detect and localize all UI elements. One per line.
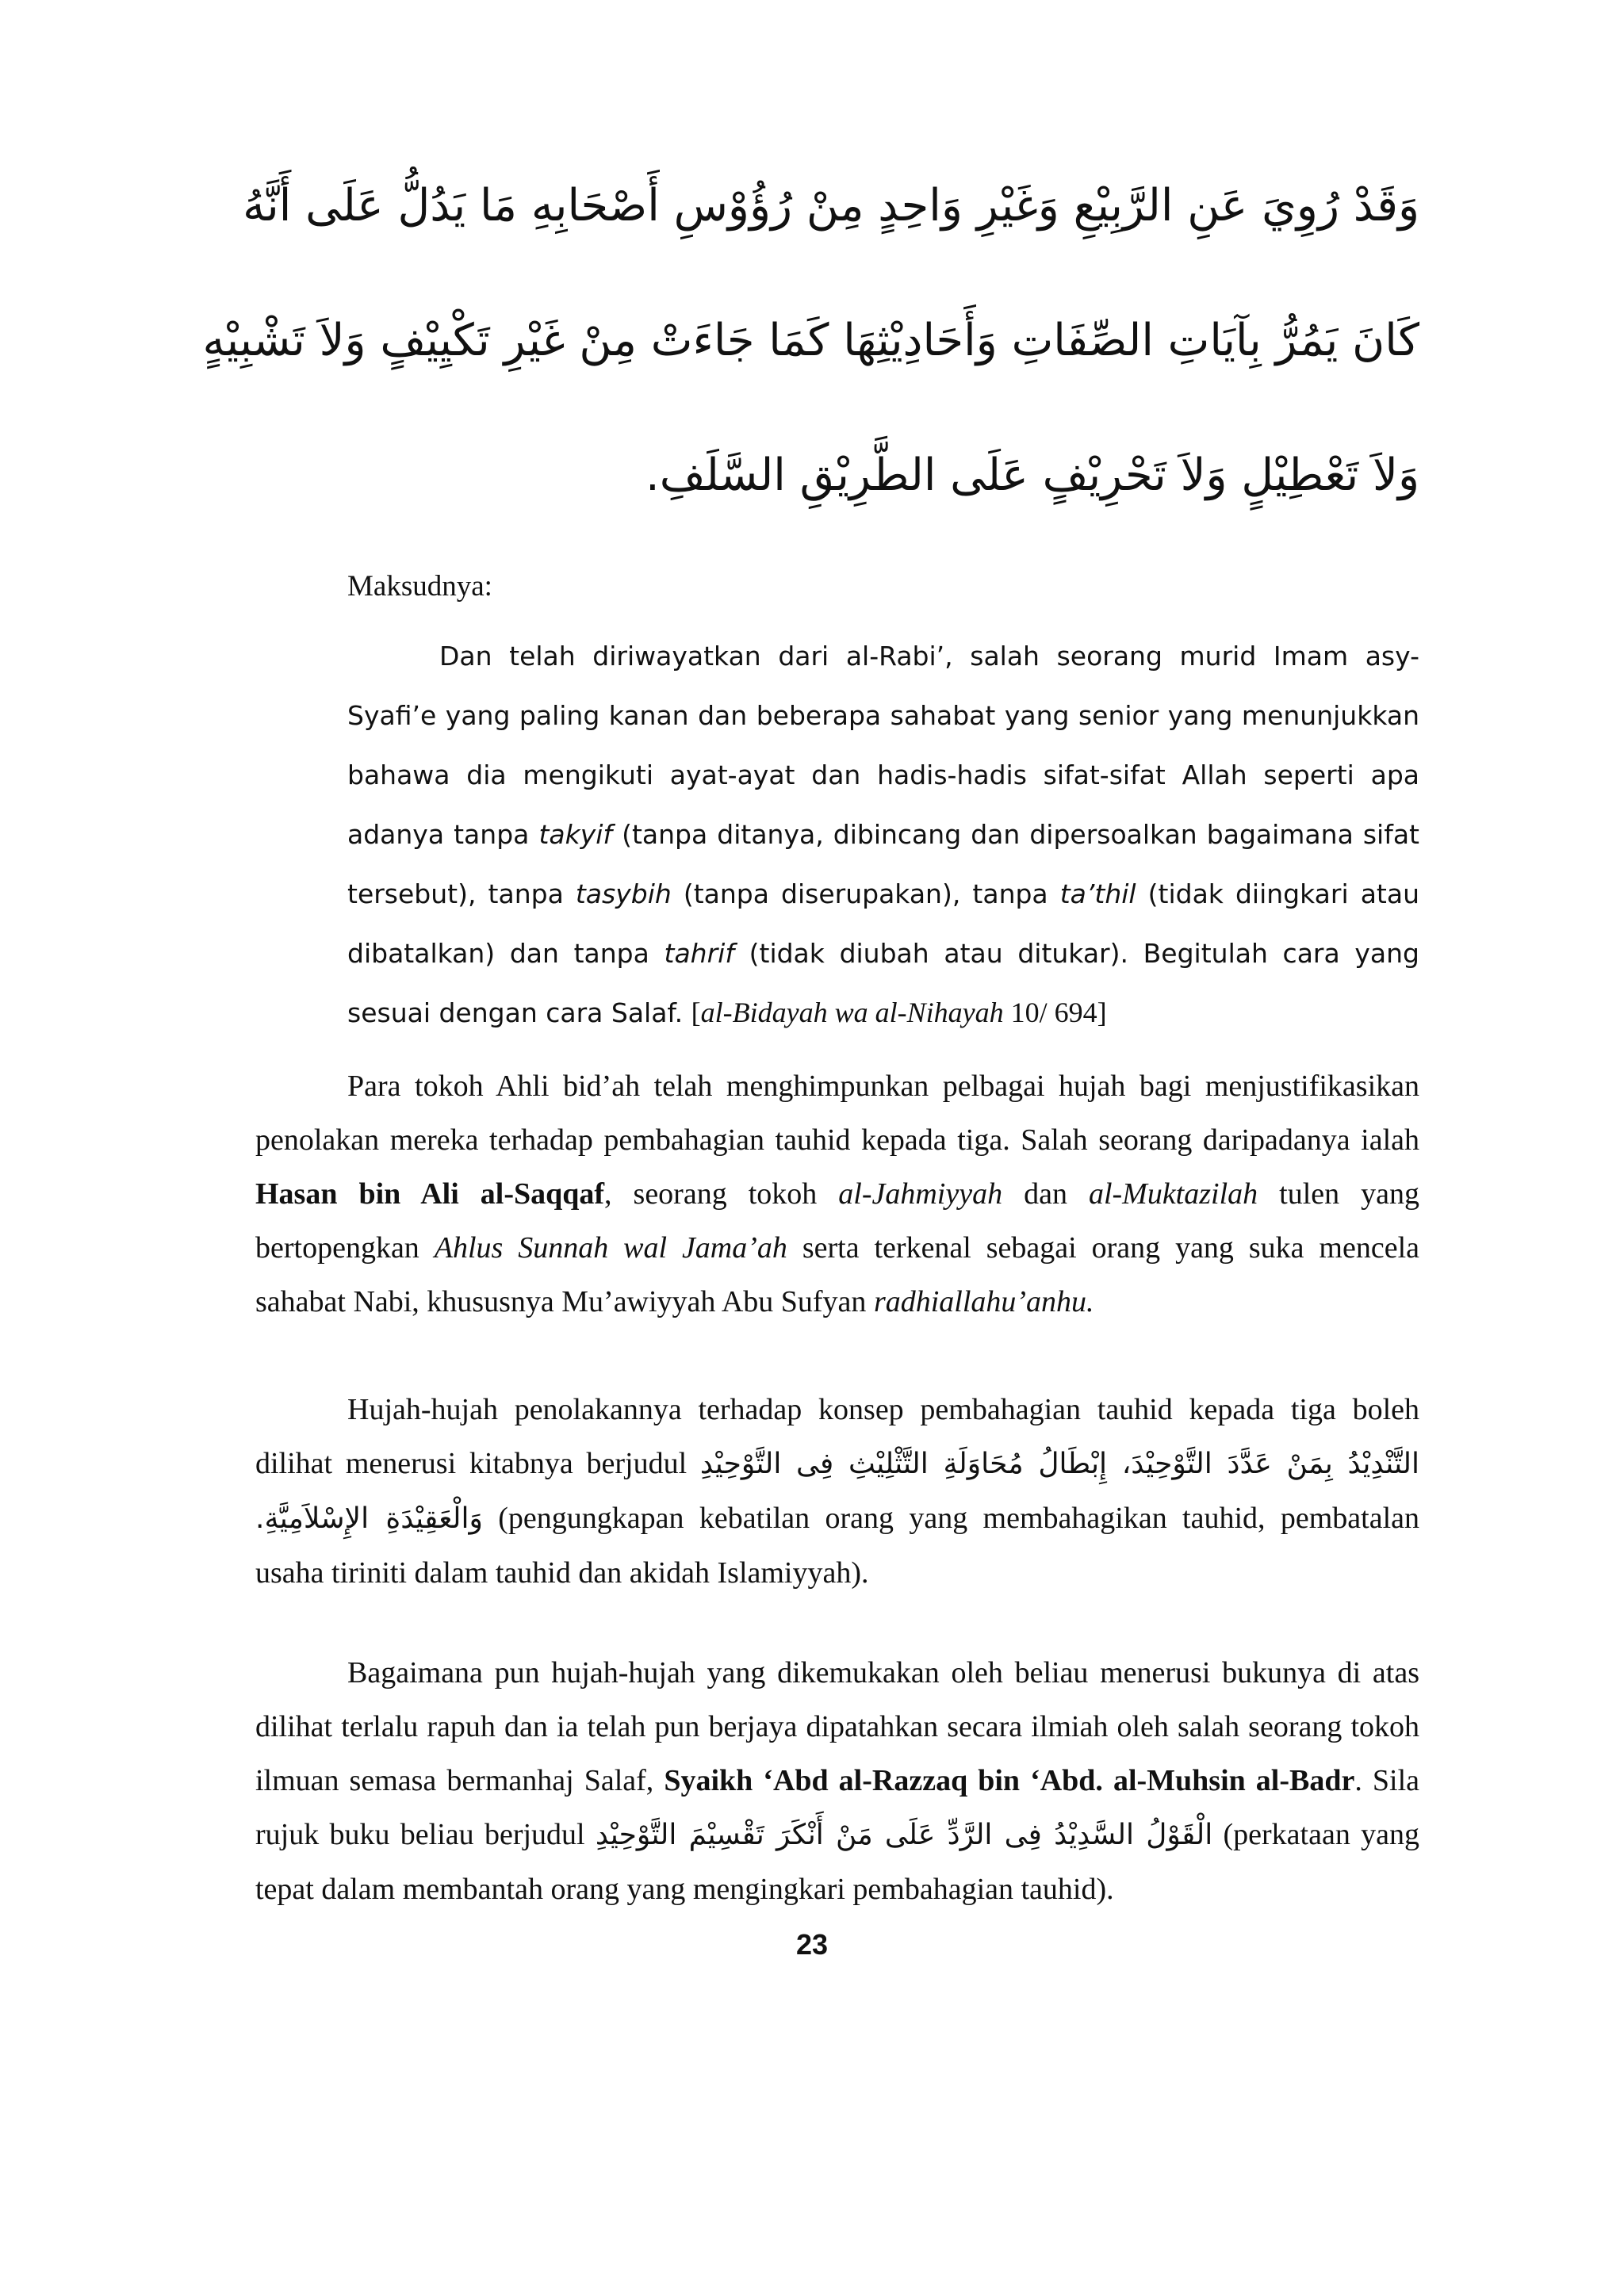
term-tasybih: tasybih <box>575 878 672 909</box>
term-tahrif: tahrif <box>664 938 734 969</box>
term-tathil: ta’thil <box>1059 878 1136 909</box>
paragraph-text: Bagaimana pun hujah-hujah yang dikemukakan oleh beliau menerusi bukunya di atas dilihat terlalu rapuh dan ia telah pun berjaya dipatahkan secara ilmiah oleh salah seorang tokoh ilmuan semasa bermanhaj Salaf, <box>255 1656 1419 1797</box>
paragraph-text: . Sila rujuk buku beliau berjudul <box>255 1764 1419 1851</box>
paragraph-text: serta terkenal sebagai orang yang suka mencela sahabat Nabi, khususnya Mu’awiyyah Abu Sufyan <box>255 1231 1420 1318</box>
term-ahlus-sunnah: Ahlus Sunnah wal Jama’ah <box>434 1231 787 1265</box>
paragraph-text: Hujah-hujah penolakannya terhadap konsep pembahagian tauhid kepada tiga boleh dilihat menerusi kitabnya berjudul <box>255 1393 1419 1480</box>
person-name: Syaikh ‘Abd al-Razzaq bin ‘Abd. al-Muhsin al-Badr <box>664 1764 1355 1797</box>
term-jahmiyyah: al-Jahmiyyah <box>838 1177 1003 1211</box>
term-takyif: takyif <box>538 819 613 850</box>
paragraph-text: dan <box>1002 1177 1089 1211</box>
term-muktazilah: al-Muktazilah <box>1088 1177 1258 1211</box>
arabic-book-title: التَّنْدِيْدُ بِمَنْ عَدَّدَ التَّوْحِيْدَ، إِبْطَالُ مُحَاوَلَةِ التَّثْلِيْثِ فِى التَّوْحِيْدِ وَالْعَقِيْدَةِ الإِسْلاَمِيَّةِ. <box>255 1448 1419 1535</box>
paragraph-text: , seorang tokoh <box>604 1177 839 1211</box>
citation <box>691 997 1107 1028</box>
translation-text: Dan telah diriwayatkan dari al-Rabi’, salah seorang murid Imam asy-Syafi’e yang paling kanan dan beberapa sahabat yang senior yang menunjukkan bahawa dia mengikuti ayat-ayat dan hadis-hadis sifat-sifat Allah seperti apa adanya tanpa <box>347 641 1419 850</box>
citation-title: al-Bidayah wa al-Nihayah <box>700 997 1004 1028</box>
arabic-book-title: الْقَوْلُ السَّدِيْدُ فِى الرَّدِّ عَلَى مَنْ أَنْكَرَ تَقْسِيْمَ التَّوْحِيْدِ <box>595 1819 1213 1851</box>
paragraph-hujah <box>255 1383 1419 1600</box>
term-radhiallahu: radhiallahu’anhu. <box>873 1285 1094 1318</box>
paragraph-bantahan <box>255 1646 1419 1916</box>
translation-text: (tanpa diserupakan), tanpa <box>671 878 1060 909</box>
translation-text: (tidak diingkari atau dibatalkan) dan tanpa <box>347 878 1419 969</box>
paragraph-text: Para tokoh Ahli bid’ah telah menghimpunkan pelbagai hujah bagi menjustifikasikan penolakan mereka terhadap pembahagian tauhid kepada tiga. Salah seorang daripadanya ialah <box>255 1070 1419 1157</box>
paragraph-text: (perkataan yang tepat dalam membantah orang yang mengingkari pembahagian tauhid). <box>255 1818 1419 1906</box>
translation-paragraph <box>347 626 1419 1043</box>
citation-bracket: [ <box>691 997 701 1028</box>
person-name: Hasan bin Ali al-Saqqaf <box>255 1177 605 1211</box>
citation-ref: 10/ 694] <box>1003 997 1107 1028</box>
translation-text: (tanpa ditanya, dibincang dan dipersoalkan bagaimana sifat tersebut), tanpa <box>347 819 1419 909</box>
arabic-line-3: وَلاَ تَعْطِيْلٍ وَلاَ تَحْرِيْفٍ عَلَى الطَّرِيْقِ السَّلَفِ. <box>645 450 1419 501</box>
page-number: 23 <box>795 1928 829 1961</box>
arabic-quotation <box>202 170 1419 575</box>
paragraph-ahli-bidah <box>255 1059 1419 1329</box>
arabic-line-2: كَانَ يَمُرُّ بِآيَاتِ الصِّفَاتِ وَأَحَادِيْثِهَا كَمَا جَاءَتْ مِنْ غَيْرِ تَكْيِيْفٍ وَلاَ تَشْبِيْهٍ <box>202 315 1419 366</box>
arabic-line-1: وَقَدْ رُوِيَ عَنِ الرَّبِيْعِ وَغَيْرِ وَاحِدٍ مِنْ رُؤُوْسِ أَصْحَابِهِ مَا يَدُلُّ عَلَى أَنَّهُ <box>243 180 1419 232</box>
translation-text: (tidak diubah atau ditukar). Begitulah cara yang sesuai dengan cara Salaf. <box>347 938 1419 1028</box>
paragraph-text: (pengungkapan kebatilan orang yang membahagikan tauhid, pembatalan usaha tiriniti dalam tauhid dan akidah Islamiyyah). <box>255 1502 1419 1590</box>
maksudnya-label: Maksudnya: <box>347 570 492 603</box>
paragraph-text: tulen yang bertopengkan <box>255 1177 1419 1265</box>
